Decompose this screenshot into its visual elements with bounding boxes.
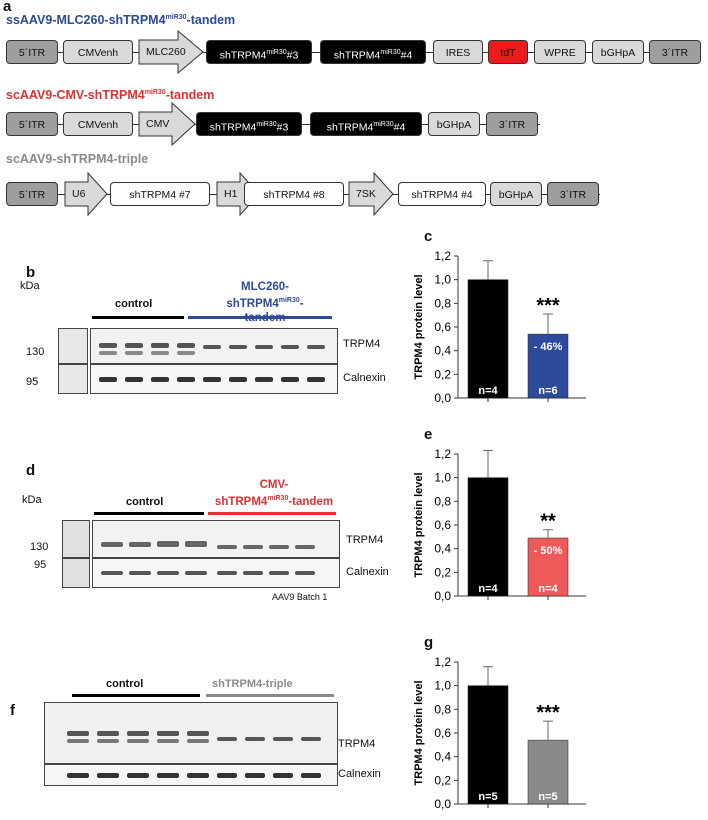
chart-c (396, 248, 606, 408)
n-label: n=4 (478, 385, 498, 397)
construct1-ires: IRES (433, 40, 483, 64)
n-label: n=4 (478, 583, 498, 595)
significance-label: ** (540, 510, 556, 533)
percent-label: - 46% (533, 341, 563, 354)
construct3-7sk-arrow (348, 172, 394, 216)
blot-b-ladder-top (58, 328, 88, 364)
construct2-cmvenh: CMVenh (63, 112, 133, 136)
y-tick-label: 0,6 (434, 518, 451, 532)
blot-d-ladder-bottom (62, 558, 90, 588)
blot-f-calnexin-label: Calnexin (338, 768, 381, 780)
construct2-sh4: $shTRPM4^{miR30}\#4$ (310, 112, 422, 136)
y-axis-label: TRPM4 protein level (413, 680, 425, 786)
construct2-title (6, 88, 214, 102)
y-tick-label: 0,2 (434, 565, 451, 580)
percent-label: - 50% (533, 545, 563, 558)
blot-f-trpm4-strip (44, 702, 338, 764)
blot-b-kda: kDa (20, 280, 40, 292)
construct2-5itr: 5´ITR (6, 112, 58, 136)
n-label: n=5 (478, 791, 498, 803)
y-tick-label: 1,2 (434, 249, 451, 263)
construct2-sh3: $shTRPM4^{miR30}\#3$ (196, 112, 302, 136)
bar (468, 478, 508, 596)
construct3-sh7: shTRPM4 #7 (110, 182, 210, 206)
blot-d-marker-130: 130 (30, 541, 49, 553)
y-tick-label: 1,0 (434, 272, 451, 287)
construct3-bghpa: bGHpA (490, 182, 542, 206)
construct2-title-end: -tandem (165, 88, 215, 102)
construct3-u6-label: U6 (72, 188, 86, 200)
blot-d-batch-label: AAV9 Batch 1 (272, 592, 328, 602)
blot-d-calnexin-label: Calnexin (346, 566, 389, 578)
construct1-sh4: $shTRPM4^{miR30}\#4$ (320, 40, 426, 64)
bar (468, 686, 508, 804)
construct1-cmvenh: CMVenh (63, 40, 133, 64)
construct3-5itr: 5´ITR (6, 182, 58, 206)
construct1-tdt: tdT (488, 40, 528, 64)
construct3-h1-label: H1 (224, 188, 238, 200)
blot-b-trpm4-strip (90, 328, 338, 364)
chart-g (396, 654, 606, 814)
n-label: n=6 (538, 385, 558, 397)
construct1-wpre: WPRE (534, 40, 586, 64)
blot-d-trpm4-strip (92, 520, 340, 558)
blot-d-control-label: control (126, 496, 164, 508)
bar (468, 280, 508, 398)
y-tick-label: 1,2 (434, 447, 451, 461)
blot-b-calnexin-label: Calnexin (343, 372, 386, 384)
construct2-title-text: scAAV9-CMV-shTRPM4 (6, 88, 145, 102)
panel-label-g: g (424, 634, 434, 651)
y-tick-label: 0,4 (434, 541, 451, 556)
construct2-bghpa: bGHpA (428, 112, 480, 136)
y-tick-label: 0,6 (434, 320, 451, 334)
blot-f-trpm4-label: TRPM4 (338, 738, 376, 750)
y-axis-label: TRPM4 protein level (413, 274, 425, 380)
n-label: n=5 (538, 791, 558, 803)
construct1-title (6, 13, 235, 27)
blot-b-ladder-bottom (58, 364, 88, 394)
construct2-cmv-arrow (138, 102, 196, 146)
blot-d-treat-bar (208, 512, 336, 515)
construct3-7sk-label: 7SK (356, 188, 376, 200)
y-tick-label: 0,0 (434, 589, 451, 603)
blot-b-trpm4-label: TRPM4 (343, 338, 381, 350)
panel-label-d: d (26, 462, 36, 479)
y-tick-label: 0,2 (434, 367, 451, 382)
construct1-mlc260-arrow (138, 30, 204, 74)
blot-d-ladder-top (62, 520, 90, 558)
construct1-mlc260-label: MLC260 (146, 46, 186, 58)
y-tick-label: 0,6 (434, 726, 451, 740)
blot-b-treat-label: MLC260- $shTRPM4^{miR30}-$ (226, 281, 304, 310)
y-tick-label: 0,4 (434, 749, 451, 764)
y-tick-label: 1,2 (434, 655, 451, 669)
n-label: n=4 (538, 583, 558, 595)
y-tick-label: 0,0 (434, 391, 451, 405)
panel-label-b: b (26, 264, 36, 281)
significance-label: *** (536, 702, 560, 725)
y-tick-label: 1,0 (434, 470, 451, 485)
chart-e (396, 446, 606, 606)
blot-f-control-bar (72, 694, 200, 697)
construct2-title-sup: miR30 (144, 88, 166, 96)
blot-b-marker-130: 130 (26, 346, 45, 358)
blot-d-trpm4-label: TRPM4 (346, 534, 384, 546)
blot-d-control-bar (94, 512, 204, 515)
blot-d-treat-label: CMV- $shTRPM4^{miR30}$-tandem (214, 479, 334, 508)
construct3-title: scAAV9-shTRPM4-triple (6, 152, 149, 166)
y-axis-label: TRPM4 protein level (413, 472, 425, 578)
construct3-sh8: shTRPM4 #8 (244, 182, 344, 206)
y-tick-label: 0,0 (434, 797, 451, 811)
y-tick-label: 0,8 (434, 494, 451, 509)
construct1-bghpa: bGHpA (592, 40, 644, 64)
blot-d-kda: kDa (22, 494, 42, 506)
blot-b-marker-95: 95 (26, 376, 39, 388)
construct2-3itr: 3´ITR (486, 112, 538, 136)
construct1-3itr: 3´ITR (649, 40, 701, 64)
construct2-cmv-label: CMV (146, 118, 170, 130)
blot-d-calnexin-strip (92, 558, 340, 588)
y-tick-label: 0,4 (434, 343, 451, 358)
blot-d-marker-95: 95 (34, 559, 47, 571)
y-tick-label: 0,8 (434, 296, 451, 311)
blot-f-control-label: control (106, 678, 144, 690)
y-tick-label: 0,2 (434, 773, 451, 788)
y-tick-label: 0,8 (434, 702, 451, 717)
blot-b-control-label: control (115, 298, 153, 310)
blot-b-control-bar (92, 316, 184, 319)
construct3-3itr: 3´ITR (547, 182, 599, 206)
panel-label-e: e (424, 426, 433, 443)
blot-f-calnexin-strip (44, 764, 338, 786)
construct1-title-sup: miR30 (165, 13, 187, 21)
panel-label-c: c (424, 228, 433, 245)
blot-b-treat-bar (188, 316, 332, 319)
significance-label: *** (536, 294, 560, 317)
panel-label-f: f (10, 702, 15, 719)
blot-b-calnexin-strip (90, 364, 338, 394)
y-tick-label: 1,0 (434, 678, 451, 693)
blot-f-treat-bar (206, 694, 334, 697)
construct1-title-end: -tandem (186, 13, 236, 27)
construct1-title-text: ssAAV9-MLC260-shTRPM4 (6, 13, 166, 27)
construct1-5itr: 5´ITR (6, 40, 58, 64)
panel-label-a: a (3, 0, 12, 15)
construct3-u6-arrow (64, 172, 108, 216)
blot-f-treat-label: shTRPM4-triple (212, 678, 293, 690)
construct3-sh4: shTRPM4 #4 (398, 182, 486, 206)
construct1-sh3: $shTRPM4^{miR30}\#3$ (206, 40, 312, 64)
